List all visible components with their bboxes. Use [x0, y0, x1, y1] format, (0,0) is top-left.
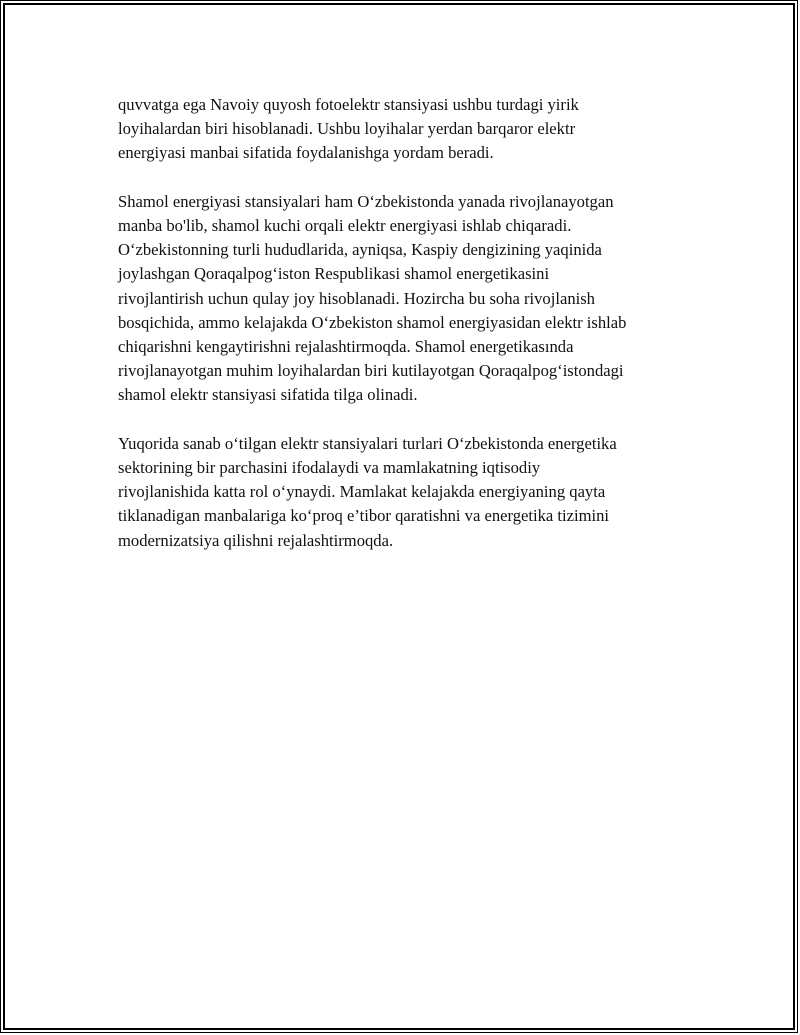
text-line: modernizatsiya qilishni rejalashtirmoqda.	[118, 530, 394, 550]
text-line: bosqichida, ammo kelajakda O‘zbekiston shamol energiyasidan elektr ishlab	[118, 312, 627, 332]
text-line: Yuqorida sanab o‘tilgan elektr stansiyalari turlari O‘zbekistonda energetika	[118, 433, 617, 453]
text-line: loyihalardan biri hisoblanadi. Ushbu loyihalar yerdan barqaror elektr	[118, 119, 576, 139]
text-line: manba bo'lib, shamol kuchi orqali elektr energiyasi ishlab chiqaradi.	[118, 216, 572, 235]
paragraph-2	[118, 190, 698, 408]
text-line: shamol elektr stansiyasi sifatida tilga olinadi.	[118, 385, 418, 405]
text-line: energiyasi manbai sifatida foydalanishga yordam beradi.	[118, 143, 494, 163]
document-body	[118, 93, 698, 577]
text-line: rivojlanayotgan muhim loyihalardan biri kutilayotgan Qoraqalpog‘istondagi	[118, 361, 624, 381]
text-line: sektorining bir parchasini ifodalaydi va mamlakatning iqtisodiy	[118, 458, 541, 478]
text-line: quvvatga ega Navoiy quyosh fotoelektr stansiyasi ushbu turdagi yirik	[118, 95, 579, 114]
text-line: rivojlantirish uchun qulay joy hisoblanadi. Hozircha bu soha rivojlanish	[118, 288, 595, 308]
text-line: tiklanadigan manbalariga ko‘proq e’tibor qaratishni va energetika tizimini	[118, 506, 610, 526]
text-line: O‘zbekistonning turli hududlarida, ayniqsa, Kaspiy dengizining yaqinida	[118, 240, 602, 260]
text-line: rivojlanishida katta rol o‘ynaydi. Mamlakat kelajakda energiyaning qayta	[118, 482, 606, 502]
text-line: Shamol energiyasi stansiyalari ham O‘zbekistonda yanada rivojlanayotgan	[118, 191, 614, 211]
text-line: joylashgan Qoraqalpog‘iston Respublikasi shamol energetikasini	[118, 264, 550, 284]
paragraph-3	[118, 432, 698, 553]
text-line: chiqarishni kengaytirishni rejalashtirmoqda. Shamol energetikasında	[118, 337, 574, 357]
paragraph-1	[118, 93, 698, 166]
